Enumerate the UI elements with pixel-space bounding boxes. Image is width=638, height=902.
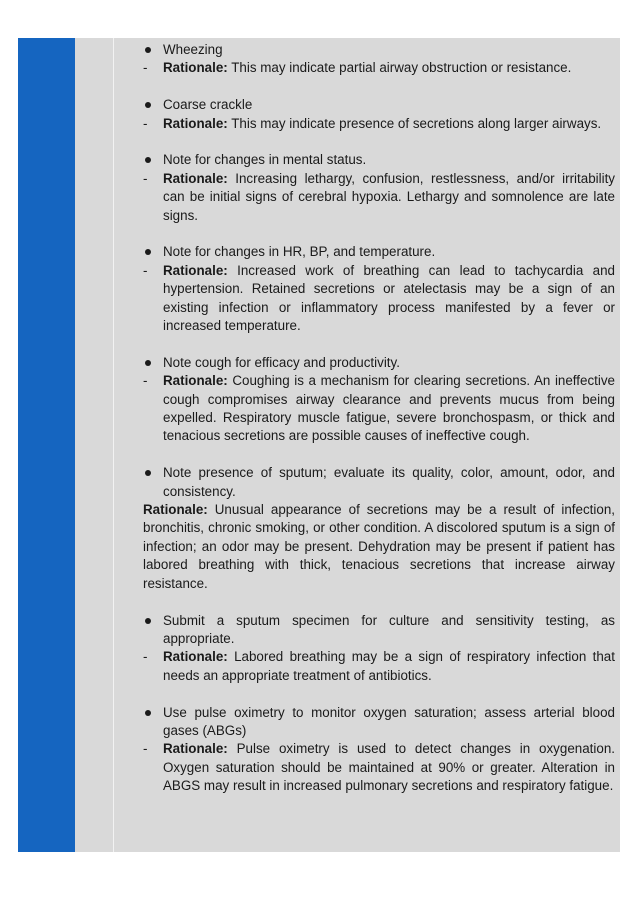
- bullet-row: [143, 464, 615, 501]
- bullet-row: [143, 41, 615, 59]
- list-item: [143, 96, 615, 133]
- bullet-text: Coarse crackle: [163, 97, 253, 113]
- rationale-row: [143, 372, 615, 446]
- left-accent-bar: [18, 38, 75, 852]
- list-item: [143, 243, 615, 335]
- rationale-label: Rationale:: [163, 170, 228, 186]
- bullet-icon: [145, 360, 151, 366]
- bullet-icon: [145, 47, 151, 53]
- rationale-label: Rationale:: [163, 373, 228, 389]
- dash-marker: -: [143, 262, 148, 278]
- bullet-icon: [145, 157, 151, 163]
- bullet-row: [143, 354, 615, 372]
- list-item: [143, 41, 615, 78]
- dash-marker: -: [143, 60, 148, 76]
- list-item: [143, 464, 615, 593]
- dash-marker: -: [143, 170, 148, 186]
- rationale-row: [143, 170, 615, 225]
- bullet-text: Submit a sputum specimen for culture and sensitivity testing, as appropriate.: [163, 612, 615, 646]
- bullet-row: [143, 612, 615, 649]
- rationale-label: Rationale:: [163, 262, 228, 278]
- dash-marker: -: [143, 741, 148, 757]
- rationale-paragraph: [143, 501, 615, 593]
- bullet-text: Note cough for efficacy and productivity.: [163, 354, 400, 370]
- bullet-text: Wheezing: [163, 42, 223, 57]
- rationale-row: [143, 262, 615, 336]
- rationale-label: Rationale:: [163, 60, 228, 76]
- dash-marker: -: [143, 115, 148, 131]
- bullet-row: [143, 96, 615, 114]
- rationale-label: Rationale:: [163, 741, 228, 757]
- bullet-text: Use pulse oximetry to monitor oxygen saturation; assess arterial blood gases (ABGs): [163, 704, 615, 738]
- bullet-icon: [145, 618, 151, 624]
- rationale-label: Rationale:: [163, 649, 228, 665]
- rationale-text: Pulse oximetry is used to detect changes in oxygenation. Oxygen saturation should be maintained at 90% or greater. Alteration in ABGS may result in increased pulmonary secretions and respiratory fatigue.: [163, 741, 615, 794]
- bullet-icon: [145, 102, 151, 108]
- rationale-text: Increasing lethargy, confusion, restlessness, and/or irritability can be initial signs of cerebral hypoxia. Lethargy and somnolence are late signs.: [163, 170, 615, 223]
- rationale-text: Increased work of breathing can lead to tachycardia and hypertension. Retained secretions or atelectasis may be a sign of an existing infection or inflammatory process manifested by a fever or increased temperature.: [163, 262, 615, 334]
- dash-marker: -: [143, 649, 148, 665]
- margin-rule: [113, 38, 114, 852]
- list-item: [143, 612, 615, 686]
- bullet-text: Note for changes in mental status.: [163, 152, 367, 168]
- rationale-row: [143, 740, 615, 795]
- rationale-label: Rationale:: [143, 502, 208, 518]
- rationale-row: [143, 648, 615, 685]
- rationale-text: Unusual appearance of secretions may be a result of infection, bronchitis, chronic smoking, or other condition. A discolored sputum is a sign of infection; an odor may be present. Dehydration may be present if patient has labored breathing with thick, tenacious secretions that increase airway resistance.: [143, 502, 615, 591]
- bullet-icon: [145, 249, 151, 255]
- bullet-row: [143, 704, 615, 741]
- bullet-text: Note presence of sputum; evaluate its quality, color, amount, odor, and consistency.: [163, 465, 615, 499]
- rationale-text: This may indicate presence of secretions along larger airways.: [231, 115, 602, 131]
- list-item: [143, 151, 615, 225]
- rationale-text: Labored breathing may be a sign of respiratory infection that needs an appropriate treatment of antibiotics.: [163, 649, 615, 683]
- bullet-text: Note for changes in HR, BP, and temperature.: [163, 244, 436, 260]
- rationale-row: [143, 115, 615, 133]
- bullet-row: [143, 243, 615, 261]
- bullet-icon: [145, 710, 151, 716]
- rationale-row: [143, 59, 615, 77]
- dash-marker: -: [143, 373, 148, 389]
- bullet-row: [143, 151, 615, 169]
- rationale-text: This may indicate partial airway obstruction or resistance.: [231, 60, 572, 76]
- rationale-text: Coughing is a mechanism for clearing secretions. An ineffective cough compromises airway clearance and prevents mucus from being expelled. Respiratory muscle fatigue, severe bronchospasm, or thick and tenacious secretions are possible causes of ineffective cough.: [163, 373, 615, 444]
- list-item: [143, 704, 615, 796]
- list-item: [143, 354, 615, 446]
- rationale-label: Rationale:: [163, 115, 228, 131]
- document-body: [143, 41, 615, 814]
- bullet-icon: [145, 470, 151, 476]
